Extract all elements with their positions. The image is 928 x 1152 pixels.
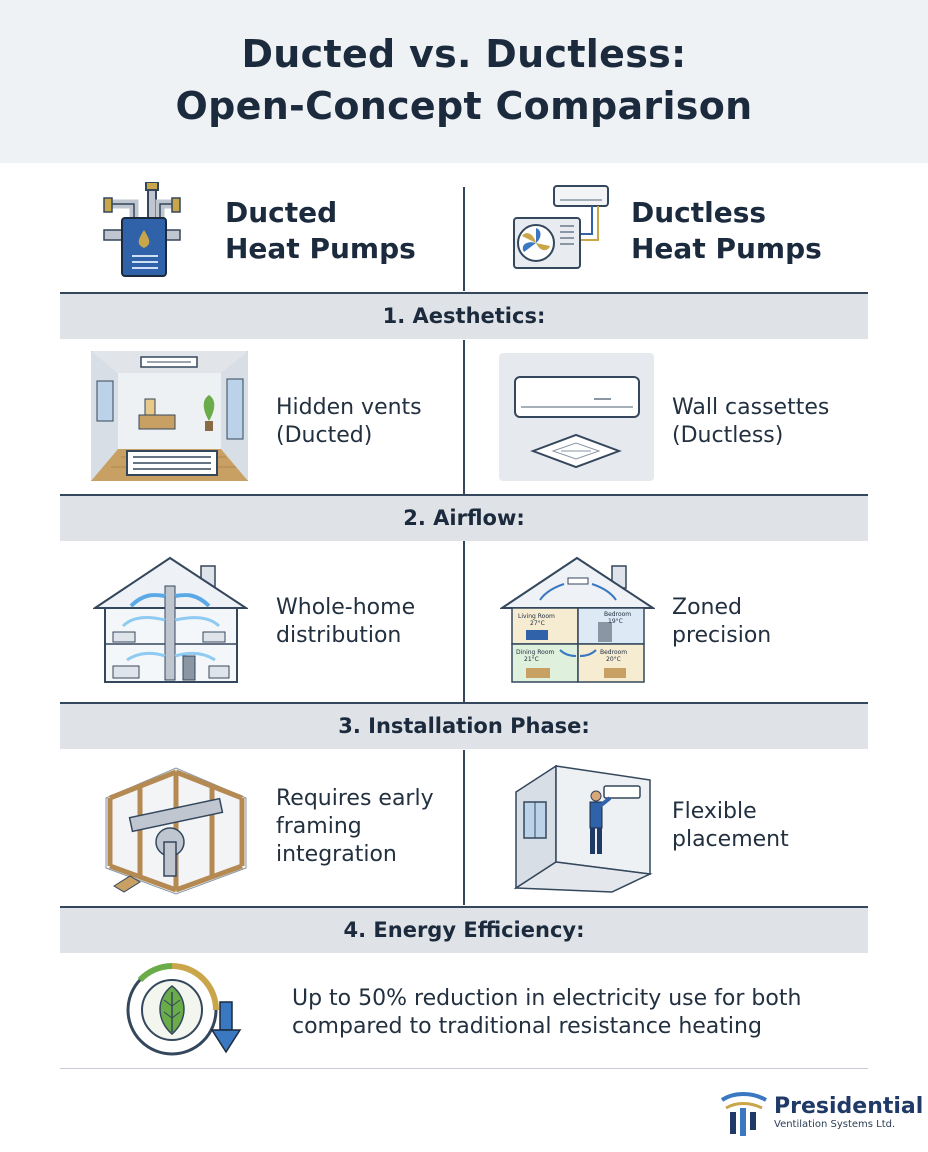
- footer-rule: [60, 1068, 868, 1069]
- ducted-column-title: [225, 195, 416, 267]
- ducted-title-line-1: Ducted: [225, 196, 338, 229]
- airflow-ducted-line-1: Whole-home: [276, 595, 416, 620]
- ductless-unit-icon: [510, 184, 610, 274]
- logo-tagline: Ventilation Systems Ltd.: [774, 1119, 896, 1130]
- aesthetics-ductless-line-1: Wall cassettes: [672, 395, 830, 420]
- aesthetics-ducted-text: [276, 394, 422, 450]
- section-heading-installation: 3. Installation Phase:: [60, 704, 868, 749]
- installation-ductless-line-1: Flexible: [672, 799, 757, 824]
- title-banner: [0, 0, 928, 163]
- section-heading-energy: 4. Energy Efficiency:: [60, 908, 868, 953]
- airflow-ductless-text: [672, 594, 771, 650]
- aesthetics-ductless-text: [672, 394, 829, 450]
- hidden-vents-room-illustration: [91, 351, 248, 481]
- ducted-unit-icon: [100, 182, 184, 278]
- zone-label-bedroom-1: Bedroom: [604, 611, 632, 618]
- framing-integration-illustration: [100, 758, 252, 896]
- installation-ducted-line-3: integration: [276, 842, 397, 867]
- section-heading-aesthetics: 1. Aesthetics:: [60, 294, 868, 339]
- whole-home-distribution-illustration: [93, 556, 248, 686]
- flexible-placement-illustration: [512, 762, 654, 894]
- zone-label-bedroom-2: Bedroom: [600, 649, 628, 656]
- airflow-ducted-line-2: distribution: [276, 623, 402, 648]
- installation-ductless-text: [672, 798, 789, 854]
- zone-label-dining-room: Dining Room: [516, 649, 555, 656]
- zone-temp-dining-room: 21°C: [524, 656, 539, 663]
- title-line-1: Ducted vs. Ductless:: [241, 32, 687, 76]
- column-divider-aesthetics: [463, 340, 465, 495]
- energy-efficiency-line-2: compared to traditional resistance heating: [292, 1014, 762, 1039]
- page-title: [0, 28, 928, 132]
- zone-temp-living-room: 27°C: [530, 620, 545, 627]
- installation-ducted-text: [276, 785, 434, 869]
- ductless-title-line-1: Ductless: [631, 196, 767, 229]
- zone-temp-bedroom-2: 20°C: [606, 656, 621, 663]
- column-divider-installation: [463, 750, 465, 905]
- presidential-logo-mark-icon: [720, 1090, 770, 1138]
- aesthetics-ductless-line-2: (Ductless): [672, 423, 784, 448]
- airflow-ductless-line-1: Zoned: [672, 595, 742, 620]
- wall-cassette-illustration: [499, 353, 654, 481]
- section-heading-airflow: 2. Airflow:: [60, 496, 868, 541]
- energy-efficiency-text: [292, 985, 801, 1041]
- zone-label-living-room: Living Room: [518, 613, 555, 620]
- logo-name: Presidential: [774, 1094, 924, 1119]
- ductless-title-line-2: Heat Pumps: [631, 232, 822, 265]
- ductless-column-title: [631, 195, 822, 267]
- energy-efficiency-line-1: Up to 50% reduction in electricity use for both: [292, 986, 802, 1011]
- aesthetics-ducted-line-2: (Ducted): [276, 423, 373, 448]
- installation-ducted-line-2: framing: [276, 814, 362, 839]
- ducted-title-line-2: Heat Pumps: [225, 232, 416, 265]
- airflow-ductless-line-2: precision: [672, 623, 772, 648]
- zoned-home-illustration: [500, 556, 655, 686]
- zone-temp-bedroom-1: 19°C: [608, 618, 623, 625]
- column-divider-airflow: [463, 541, 465, 702]
- aesthetics-ducted-line-1: Hidden vents: [276, 395, 422, 420]
- column-divider-header: [463, 187, 465, 291]
- title-line-2: Open-Concept Comparison: [175, 84, 753, 128]
- energy-leaf-gauge-icon: [120, 958, 250, 1062]
- airflow-ducted-text: [276, 594, 415, 650]
- installation-ductless-line-2: placement: [672, 827, 789, 852]
- installation-ducted-line-1: Requires early: [276, 786, 434, 811]
